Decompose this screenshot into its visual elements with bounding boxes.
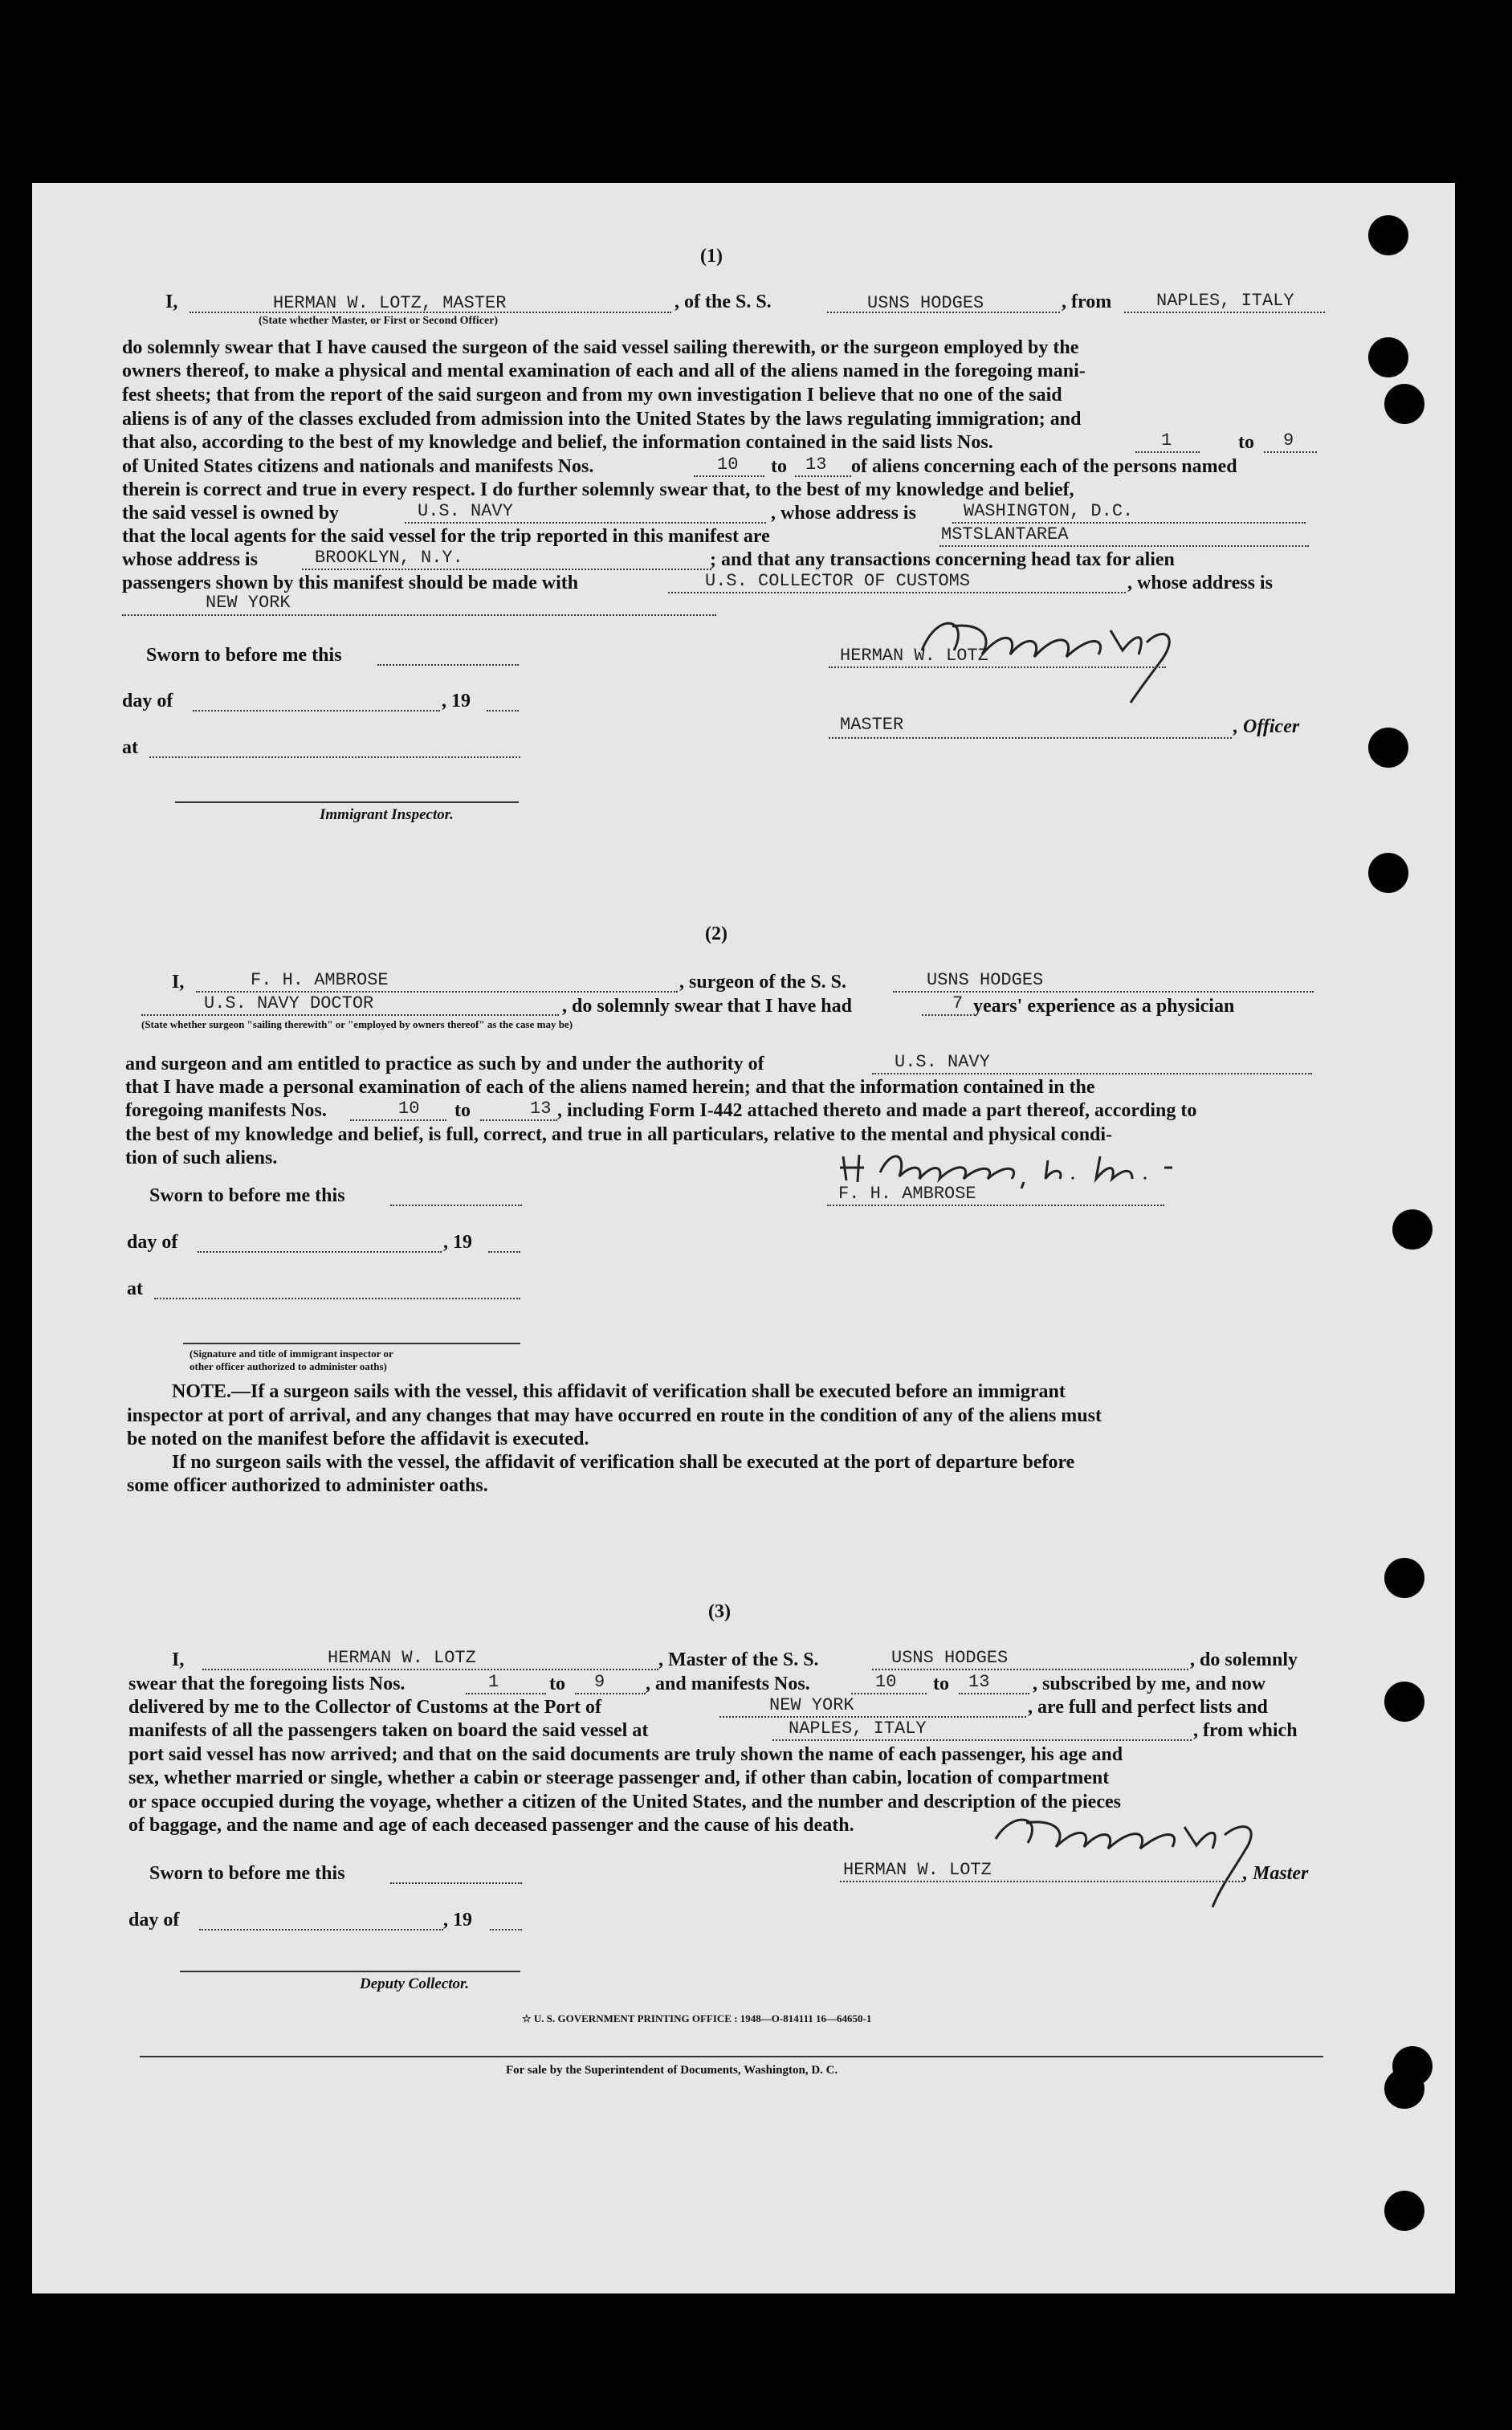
- practice-authority: U.S. NAVY: [895, 1052, 990, 1072]
- text: , of the S. S.: [674, 292, 772, 312]
- sworn-label: Sworn to before me this: [149, 1185, 345, 1206]
- inspector-label: Immigrant Inspector.: [320, 806, 454, 823]
- day-of-label: day of: [128, 1910, 180, 1931]
- punch-hole: [1384, 2069, 1424, 2109]
- text: , whose address is: [1127, 573, 1273, 593]
- punch-hole: [1384, 2191, 1424, 2231]
- para-line: foregoing manifests Nos.: [125, 1100, 327, 1121]
- note-line: be noted on the manifest before the affidavit is executed.: [127, 1429, 589, 1449]
- manifests-from: 10: [717, 455, 739, 475]
- vessel-name: USNS HODGES: [891, 1648, 1009, 1668]
- sworn-label: Sworn to before me this: [146, 645, 342, 666]
- text: , do solemnly swear that I have had: [562, 996, 852, 1017]
- at-label: at: [127, 1278, 143, 1299]
- para-line: of United States citizens and nationals and manifests Nos.: [122, 456, 594, 477]
- punch-hole: [1384, 1682, 1424, 1722]
- surgeon-role: U.S. NAVY DOCTOR: [204, 993, 374, 1013]
- text: years' experience as a physician: [973, 996, 1235, 1017]
- year-label: , 19: [443, 1232, 472, 1253]
- para-line: do solemnly swear that I have caused the surgeon of the said vessel sailing therewith, or the surgeon employed by the: [122, 337, 1079, 358]
- sale-notice: For sale by the Superintendent of Documents, Washington, D. C.: [506, 2064, 838, 2077]
- text: , subscribed by me, and now: [1033, 1674, 1266, 1694]
- text: to: [1238, 432, 1254, 453]
- para-line: the said vessel is owned by: [122, 503, 340, 524]
- text: , surgeon of the S. S.: [679, 972, 847, 993]
- note-text: —If a surgeon sails with the vessel, this affidavit of verification shall be executed before an immigrant: [231, 1381, 1066, 1402]
- master-signature: [980, 1807, 1317, 1911]
- text: , whose address is: [771, 503, 916, 524]
- state-note: (State whether surgeon "sailing therewith" or "employed by owners thereof" as the case may be): [141, 1018, 573, 1030]
- text: , from: [1062, 292, 1112, 312]
- para-line: passengers shown by this manifest should be made with: [122, 573, 579, 593]
- lists-from: 1: [1161, 430, 1172, 451]
- years-experience: 7: [952, 993, 964, 1013]
- text: of aliens concerning each of the persons named: [851, 456, 1237, 477]
- master-signer: HERMAN W. LOTZ: [843, 1860, 992, 1880]
- section-number: (2): [705, 923, 727, 944]
- vessel-name: USNS HODGES: [927, 970, 1044, 990]
- signature-note: (Signature and title of immigrant inspector or: [190, 1348, 393, 1360]
- local-agents: MSTSLANTAREA: [941, 524, 1069, 544]
- lists-to: 9: [1283, 430, 1294, 451]
- signature-note: other officer authorized to administer oaths): [190, 1360, 387, 1372]
- master-signer: HERMAN W. LOTZ: [840, 646, 988, 666]
- port-from: NAPLES, ITALY: [1156, 291, 1294, 311]
- punch-hole: [1368, 853, 1408, 893]
- departure-port: NAPLES, ITALY: [789, 1719, 927, 1739]
- text: to: [771, 456, 787, 477]
- text: to: [933, 1674, 949, 1694]
- para-line: fest sheets; that from the report of the said surgeon and from my own investigation I believe that no one of the said: [122, 385, 1062, 406]
- text: I,: [165, 292, 178, 312]
- master-name: HERMAN W. LOTZ: [328, 1648, 476, 1668]
- text: , do solemnly: [1190, 1649, 1298, 1670]
- owner-address: WASHINGTON, D.C.: [964, 501, 1134, 521]
- manifests-to: 13: [968, 1672, 990, 1692]
- year-label: , 19: [443, 1910, 472, 1931]
- deputy-label: Deputy Collector.: [360, 1975, 470, 1992]
- punch-hole: [1368, 215, 1408, 255]
- para-line: or space occupied during the voyage, whether a citizen of the United States, and the number and description of the pieces: [128, 1792, 1121, 1812]
- note-label: NOTE.: [172, 1381, 232, 1402]
- para-line: of baggage, and the name and age of each deceased passenger and the cause of his death.: [128, 1815, 854, 1836]
- text: , Master of the S. S.: [658, 1649, 819, 1670]
- vessel-name: USNS HODGES: [867, 293, 984, 313]
- note-line: If no surgeon sails with the vessel, the affidavit of verification shall be executed at the port of departure before: [172, 1452, 1075, 1473]
- lists-to: 9: [594, 1672, 605, 1692]
- agents-address: BROOKLYN, N.Y.: [315, 548, 463, 568]
- para-line: therein is correct and true in every respect. I do further solemnly swear that, to the best of my knowledge and belief,: [122, 479, 1074, 500]
- master-label: , Master: [1243, 1863, 1309, 1884]
- para-line: swear that the foregoing lists Nos.: [128, 1674, 406, 1694]
- note-line: inspector at port of arrival, and any changes that may have occurred en route in the condition of any of the aliens must: [127, 1405, 1102, 1426]
- manifests-from: 10: [398, 1099, 420, 1119]
- manifests-to: 13: [530, 1099, 552, 1119]
- punch-hole: [1384, 384, 1424, 424]
- officer-label: , Officer: [1233, 716, 1300, 737]
- master-name: HERMAN W. LOTZ, MASTER: [273, 293, 507, 313]
- para-line: and surgeon and am entitled to practice as such by and under the authority of: [125, 1054, 764, 1074]
- para-line: aliens is of any of the classes excluded from admission into the United States by the laws regulating immigration; and: [122, 409, 1082, 430]
- punch-hole: [1392, 1209, 1433, 1250]
- manifests-to: 13: [805, 455, 827, 475]
- text: to: [454, 1100, 471, 1121]
- para-line: delivered by me to the Collector of Customs at the Port of: [128, 1697, 601, 1718]
- lists-from: 1: [488, 1672, 499, 1692]
- text: , from which: [1193, 1720, 1298, 1741]
- punch-hole: [1384, 1558, 1424, 1598]
- text: , and manifests Nos.: [646, 1674, 810, 1694]
- at-label: at: [122, 737, 138, 758]
- text: to: [549, 1674, 565, 1694]
- master-title: MASTER: [840, 715, 904, 735]
- day-of-label: day of: [127, 1232, 178, 1253]
- year-label: , 19: [442, 691, 471, 711]
- note-line: [172, 1381, 1066, 1403]
- para-line: tion of such aliens.: [125, 1148, 278, 1168]
- text: , including Form I-442 attached thereto and made a part thereof, according to: [557, 1100, 1197, 1121]
- para-line: that I have made a personal examination of each of the aliens named herein; and that the information contained in the: [125, 1077, 1095, 1098]
- manifests-from: 10: [875, 1672, 897, 1692]
- day-of-label: day of: [122, 691, 173, 711]
- punch-hole: [1368, 728, 1408, 768]
- para-line: owners thereof, to make a physical and mental examination of each and all of the aliens named in the foregoing mani-: [122, 361, 1086, 381]
- para-line: that the local agents for the said vessel for the trip reported in this manifest are: [122, 526, 770, 547]
- para-line: manifests of all the passengers taken on board the said vessel at: [128, 1720, 649, 1741]
- collector-address: NEW YORK: [206, 593, 291, 613]
- sworn-label: Sworn to before me this: [149, 1863, 345, 1884]
- text: ; and that any transactions concerning head tax for alien: [710, 549, 1175, 570]
- para-line: that also, according to the best of my knowledge and belief, the information contained in the said lists Nos.: [122, 432, 993, 453]
- arrival-port: NEW YORK: [769, 1695, 854, 1715]
- para-line: whose address is: [122, 549, 258, 570]
- vessel-owner: U.S. NAVY: [418, 501, 513, 521]
- surgeon-signer: F. H. AMBROSE: [838, 1184, 976, 1204]
- collector: U.S. COLLECTOR OF CUSTOMS: [705, 571, 971, 591]
- text: I,: [172, 972, 185, 993]
- punch-hole: [1368, 337, 1408, 377]
- section-number: (3): [708, 1601, 731, 1622]
- text: I,: [172, 1649, 185, 1670]
- surgeon-signature: [835, 1140, 1221, 1188]
- surgeon-name: F. H. AMBROSE: [251, 970, 389, 990]
- state-note: (State whether Master, or First or Second Officer): [259, 315, 499, 327]
- note-line: some officer authorized to administer oaths.: [127, 1475, 488, 1496]
- gpo-imprint: ☆ U. S. GOVERNMENT PRINTING OFFICE : 1948—O-814111 16—64650-1: [522, 2012, 872, 2024]
- para-line: the best of my knowledge and belief, is full, correct, and true in all particulars, relative to the mental and physical condi-: [125, 1124, 1113, 1145]
- para-line: sex, whether married or single, whether a cabin or steerage passenger and, if other than cabin, location of compartment: [128, 1767, 1110, 1788]
- para-line: port said vessel has now arrived; and that on the said documents are truly shown the name of each passenger, his age and: [128, 1744, 1123, 1765]
- text: , are full and perfect lists and: [1028, 1697, 1268, 1718]
- section-number: (1): [700, 246, 723, 267]
